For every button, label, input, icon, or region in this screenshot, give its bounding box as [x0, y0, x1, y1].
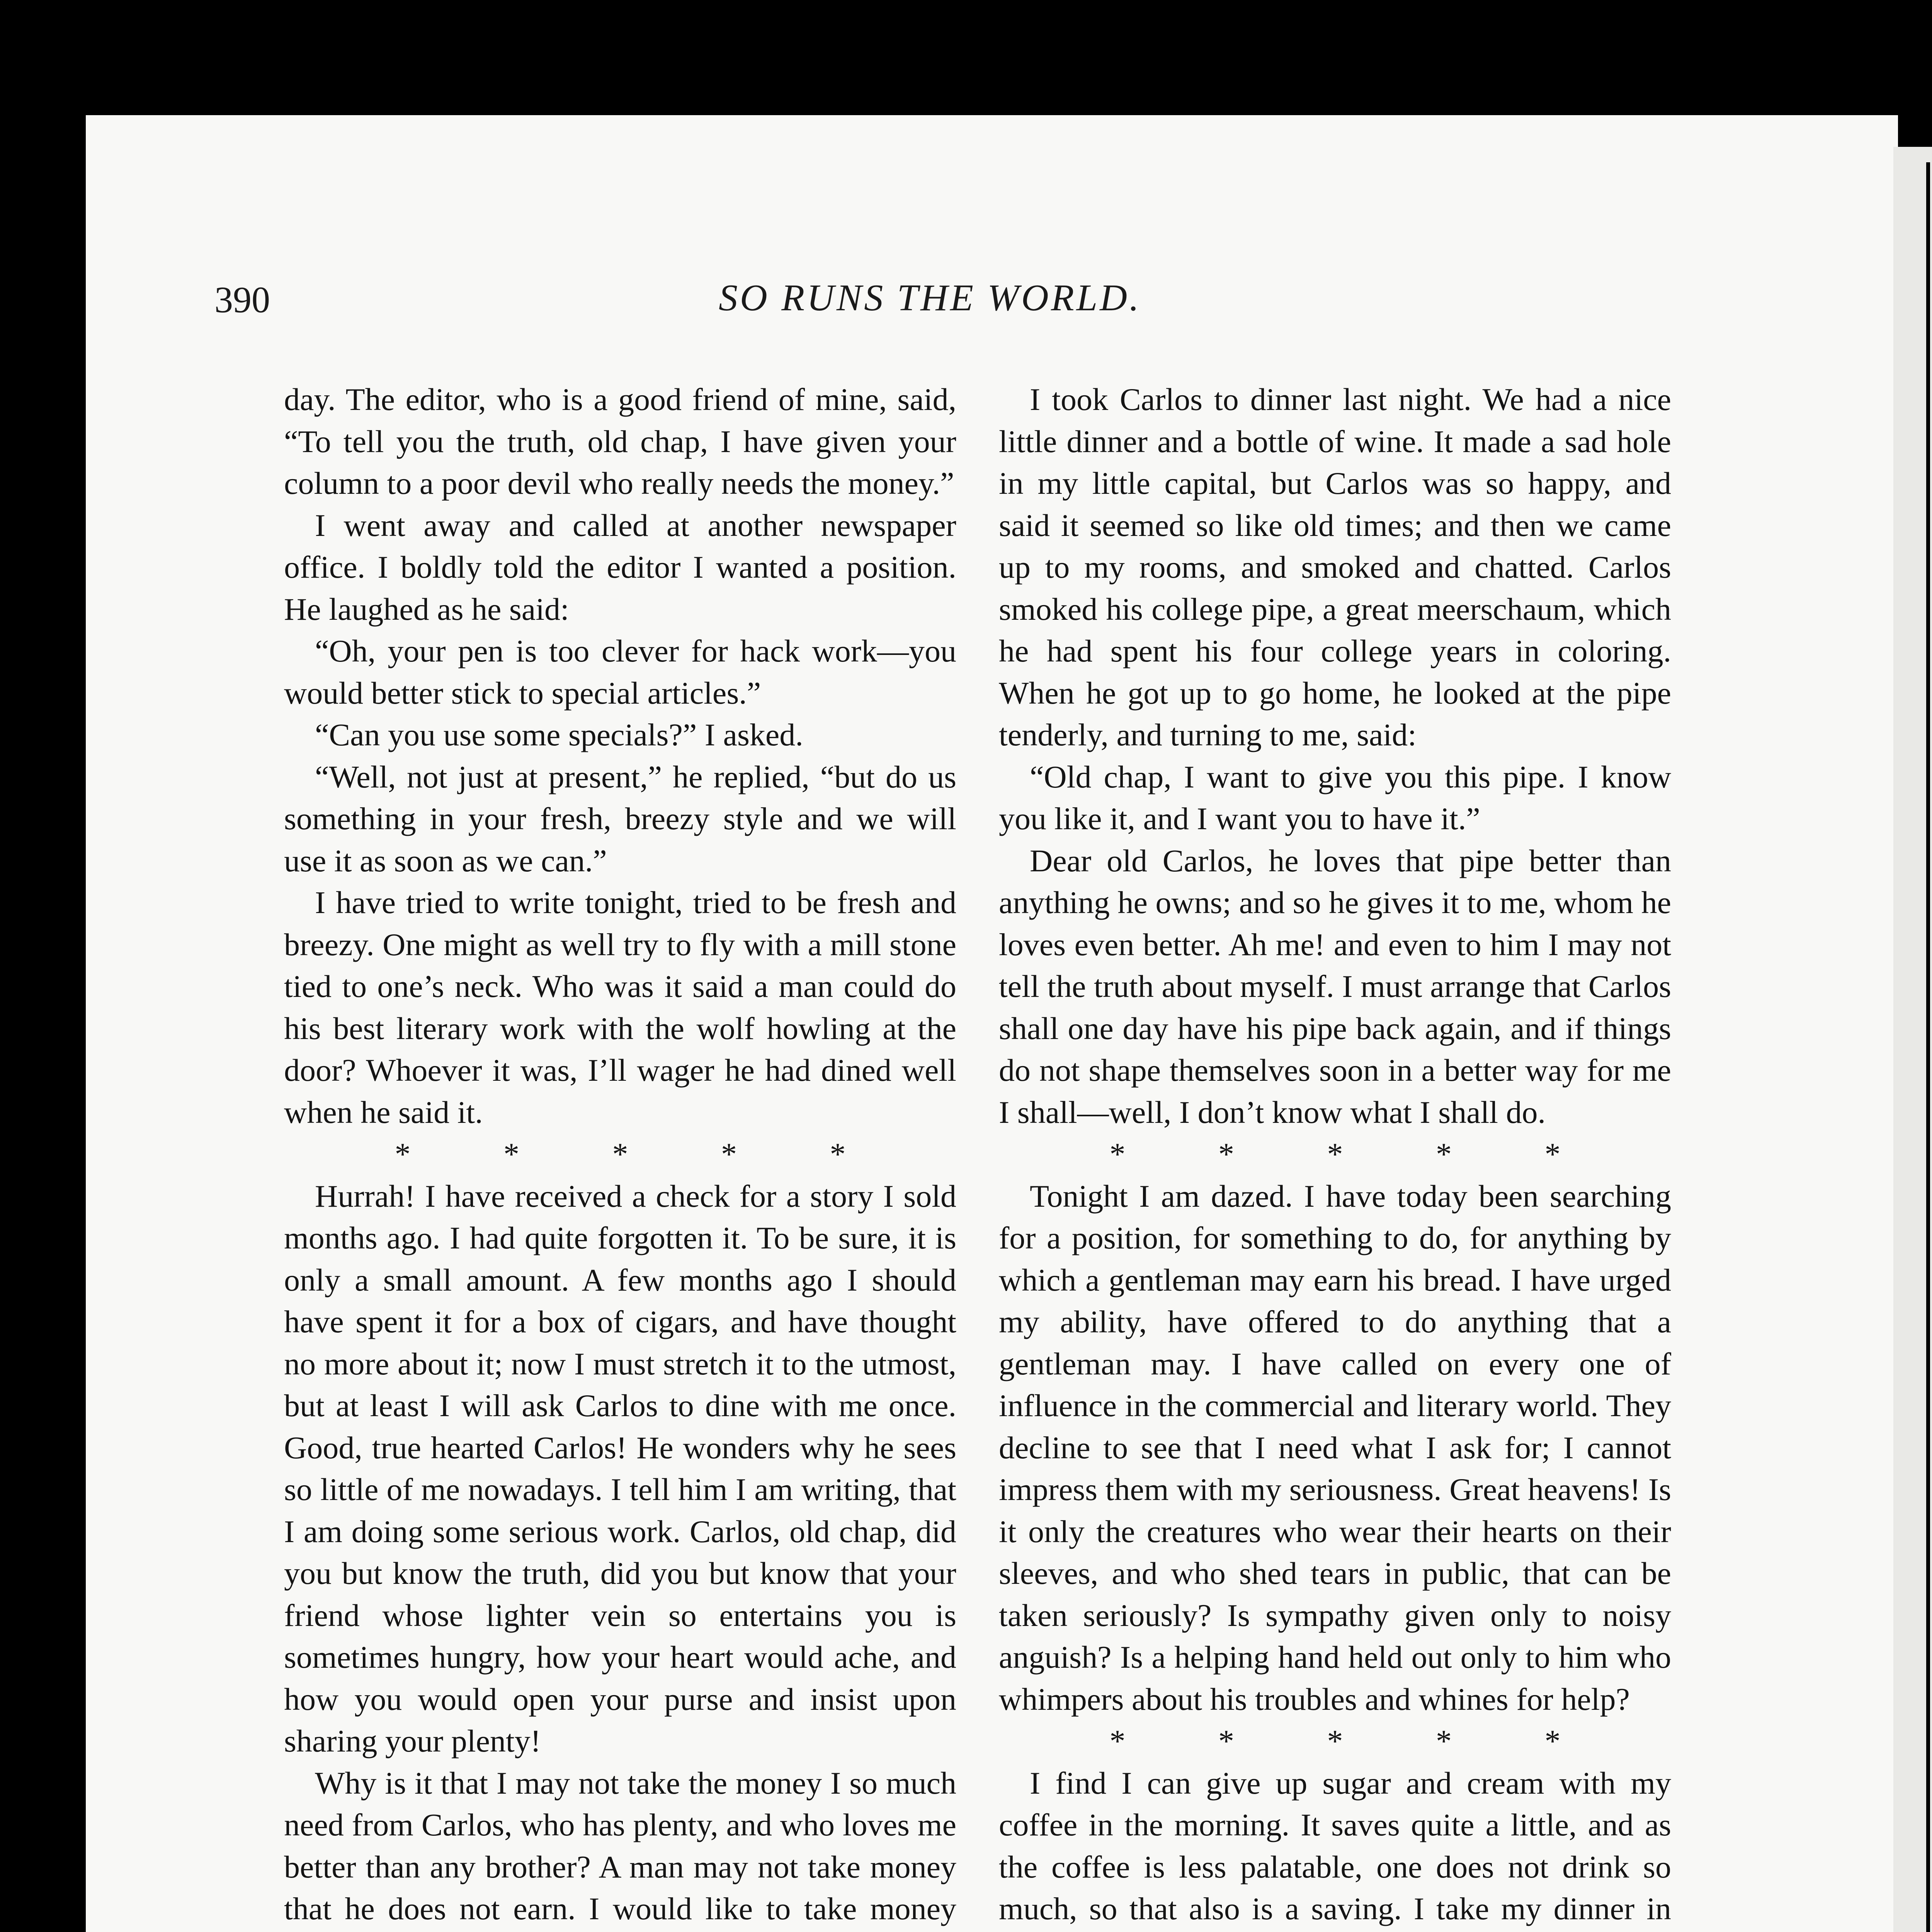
paragraph: Hurrah! I have received a check for a story I sold months ago. I had quite forgotten it. To be sure, it is only a small amount. A few months ago I should have spent it for a box of cigars, and have thought no more about it; now I must stretch it to the utmost, but at least I will ask Carlos to dine with me once. Good, true hearted Carlos! He wonders why he sees so little of me nowadays. I tell him I am writing, that I am doing some serious work. Carlos, old chap, did you but know the truth, did you but know that your friend whose lighter vein so entertains you is sometimes hungry, how your heart would ache, and how you would open your purse and insist upon sharing your plenty! [284, 1178, 956, 1759]
paragraph: “Old chap, I want to give you this pipe. I know you like it, and I want you to have it.” [999, 759, 1671, 836]
paragraph: Why is it that I may not take the money I so much need from Carlos, who has plenty, and who loves me better than any brother? A man may not take money that he does not earn. I would like to take money [284, 1765, 956, 1926]
paragraph: I took Carlos to dinner last night. We had a nice little dinner and a bottle of wine. It made a sad hole in my little capital, but Carlos was so happy, and said it seemed so like old times; and then we came up to my rooms, and smoked and chatted. Carlos smoked his college pipe, a great meerschaum, which he had spent his four college years in coloring. When he got up to go home, he looked at the pipe tenderly, and turning to me, said: [999, 382, 1671, 752]
section-break-asterisks: * * * * * [1109, 1136, 1561, 1172]
right-text-column [999, 379, 1671, 1932]
paragraph: Dear old Carlos, he loves that pipe better than anything he owns; and so he gives it to me, whom he loves even better. Ah me! and even to him I may not tell the truth about myself. I must arrange that Carlos shall one day have his pipe back again, and if things do not shape themselves soon in a better way for me I shall—well, I don’t know what I shall do. [999, 843, 1671, 1130]
section-break-asterisks: * * * * * [1109, 1723, 1561, 1759]
left-text-column [284, 379, 956, 1932]
paragraph: “Well, not just at present,” he replied, “but do us something in your fresh, breezy style and we will use it as soon as we can.” [284, 759, 956, 878]
paragraph: “Can you use some specials?” I asked. [315, 717, 803, 752]
running-title: SO RUNS THE WORLD. [719, 277, 1141, 319]
paragraph: I have tried to write tonight, tried to be fresh and breezy. One might as well try to fly with a mill stone tied to one’s neck. Who was it said a man could do his best literary work with the wolf howling at the door? Whoever it was, I’ll wager he had dined well when he said it. [284, 885, 956, 1130]
paragraph: “Oh, your pen is too clever for hack work—you would better stick to special articles.” [284, 633, 956, 711]
paragraph: I find I can give up sugar and cream with my coffee in the morning. It saves quite a little, and as the coffee is less palatable, one does not drink so much, so that also is a saving. I take my dinner in [999, 1765, 1671, 1926]
page-number: 390 [214, 279, 270, 320]
paragraph: day. The editor, who is a good friend of mine, said, “To tell you the truth, old chap, I have given your column to a poor devil who really needs the money.” [284, 382, 956, 501]
paragraph: Tonight I am dazed. I have today been searching for a position, for something to do, for anything by which a gentleman may earn his bread. I have urged my ability, have offered to do anything that a gentleman may. I have called on every one of influence in the commercial and literary world. They decline to see that I need what I ask for; I cannot impress them with my seriousness. Great heavens! Is it only the creatures who wear their hearts on their sleeves, and who shed tears in public, that can be taken seriously? Is sympathy given only to noisy anguish? Is a helping hand held out only to him who whimpers about his troubles and whines for help? [999, 1178, 1671, 1717]
page-gutter-line [1926, 162, 1930, 1932]
paragraph: I went away and called at another newspaper office. I boldly told the editor I wanted a position. He laughed as he said: [284, 507, 956, 627]
section-break-asterisks: * * * * * [395, 1136, 846, 1172]
